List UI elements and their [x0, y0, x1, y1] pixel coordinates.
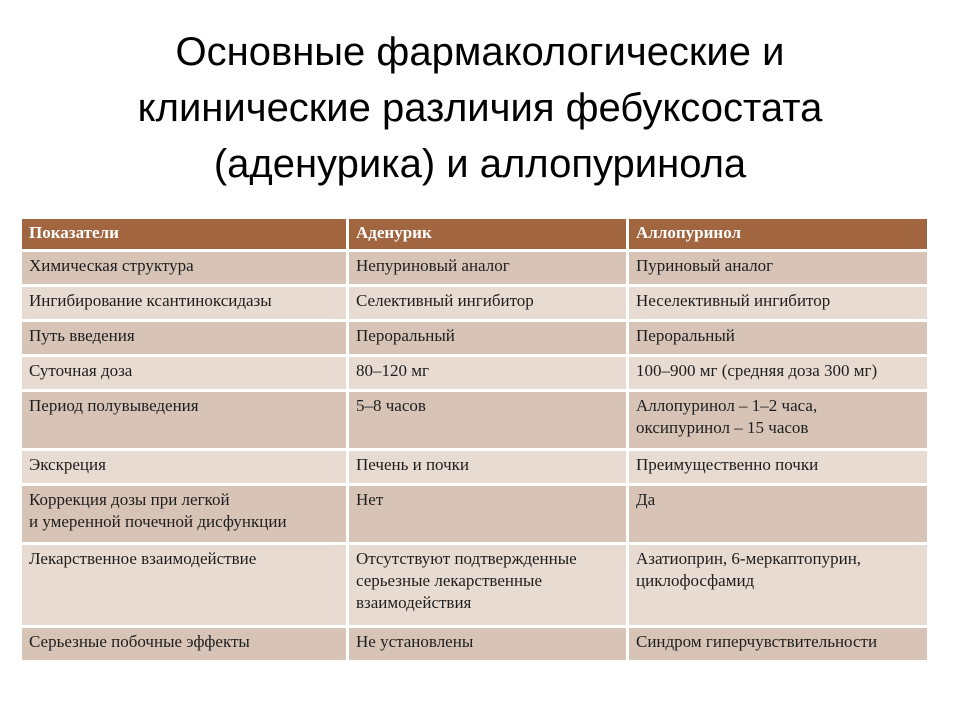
- cell-text-line: Пуриновый аналог: [636, 256, 774, 275]
- allopurinol-cell: [628, 321, 929, 356]
- slide-title-line-2: клинические различия фебуксостата: [137, 86, 823, 130]
- table-row: [21, 627, 929, 662]
- table-row: [21, 251, 929, 286]
- cell-text-line: Экскреция: [29, 455, 106, 474]
- cell-text-line: 5–8 часов: [356, 396, 426, 415]
- table-row: [21, 391, 929, 450]
- adenuric-cell: [348, 485, 628, 544]
- adenuric-cell: [348, 251, 628, 286]
- allopurinol-cell: [628, 544, 929, 627]
- cell-text-line: 80–120 мг: [356, 361, 429, 380]
- cell-text-line: серьезные лекарственные: [356, 571, 543, 590]
- table-row: [21, 286, 929, 321]
- table-row: [21, 544, 929, 627]
- indicator-cell: [21, 321, 348, 356]
- comparison-table: [19, 216, 930, 663]
- cell-text-line: Преимущественно почки: [636, 455, 819, 474]
- cell-text-line: 100–900 мг (средняя доза 300 мг): [636, 361, 878, 380]
- adenuric-cell: [348, 286, 628, 321]
- cell-text-line: Нет: [356, 490, 384, 509]
- table-row: [21, 356, 929, 391]
- slide-title-line-1: Основные фармакологические и: [175, 30, 785, 74]
- indicator-cell: [21, 485, 348, 544]
- allopurinol-cell: [628, 450, 929, 485]
- allopurinol-cell: [628, 356, 929, 391]
- adenuric-cell: [348, 450, 628, 485]
- header-allopurinol: Аллопуринол: [628, 218, 929, 251]
- table-header-row: [21, 218, 929, 251]
- cell-text-line: Коррекция дозы при легкой: [29, 490, 230, 509]
- cell-text-line: Селективный ингибитор: [356, 291, 534, 310]
- cell-text-line: Пероральный: [636, 326, 735, 345]
- cell-text-line: Не установлены: [356, 632, 474, 651]
- table-row: [21, 450, 929, 485]
- cell-text-line: взаимодействия: [356, 593, 472, 612]
- adenuric-cell: [348, 627, 628, 662]
- cell-text-line: Печень и почки: [356, 455, 470, 474]
- cell-text-line: Пероральный: [356, 326, 455, 345]
- allopurinol-cell: [628, 627, 929, 662]
- cell-text-line: оксипуринол – 15 часов: [636, 418, 809, 437]
- allopurinol-cell: [628, 251, 929, 286]
- indicator-cell: [21, 450, 348, 485]
- adenuric-cell: [348, 544, 628, 627]
- indicator-cell: [21, 544, 348, 627]
- cell-text-line: Химическая структура: [29, 256, 194, 275]
- cell-text-line: Аллопуринол – 1–2 часа,: [636, 396, 818, 415]
- header-adenuric: Аденурик: [348, 218, 628, 251]
- indicator-cell: [21, 627, 348, 662]
- cell-text-line: и умеренной почечной дисфункции: [29, 512, 287, 531]
- table-body: [21, 251, 929, 662]
- cell-text-line: Ингибирование ксантиноксидазы: [29, 291, 272, 310]
- header-indicators: Показатели: [21, 218, 348, 251]
- allopurinol-cell: [628, 391, 929, 450]
- indicator-cell: [21, 356, 348, 391]
- adenuric-cell: [348, 356, 628, 391]
- adenuric-cell: [348, 391, 628, 450]
- cell-text-line: Период полувыведения: [29, 396, 199, 415]
- cell-text-line: Путь введения: [29, 326, 135, 345]
- cell-text-line: Неселективный ингибитор: [636, 291, 831, 310]
- cell-text-line: Серьезные побочные эффекты: [29, 632, 250, 651]
- cell-text-line: Непуриновый аналог: [356, 256, 510, 275]
- cell-text-line: циклофосфамид: [636, 571, 755, 590]
- cell-text-line: Суточная доза: [29, 361, 133, 380]
- adenuric-cell: [348, 321, 628, 356]
- table-row: [21, 485, 929, 544]
- allopurinol-cell: [628, 485, 929, 544]
- cell-text-line: Азатиоприн, 6-меркаптопурин,: [636, 549, 862, 568]
- cell-text-line: Лекарственное взаимодействие: [29, 549, 257, 568]
- indicator-cell: [21, 251, 348, 286]
- cell-text-line: Отсутствуют подтвержденные: [356, 549, 577, 568]
- cell-text-line: Да: [636, 490, 656, 509]
- slide-title: [0, 24, 960, 192]
- slide-title-line-3: (аденурика) и аллопуринола: [213, 142, 747, 186]
- table-row: [21, 321, 929, 356]
- cell-text-line: Синдром гиперчувствительности: [636, 632, 878, 651]
- allopurinol-cell: [628, 286, 929, 321]
- indicator-cell: [21, 286, 348, 321]
- indicator-cell: [21, 391, 348, 450]
